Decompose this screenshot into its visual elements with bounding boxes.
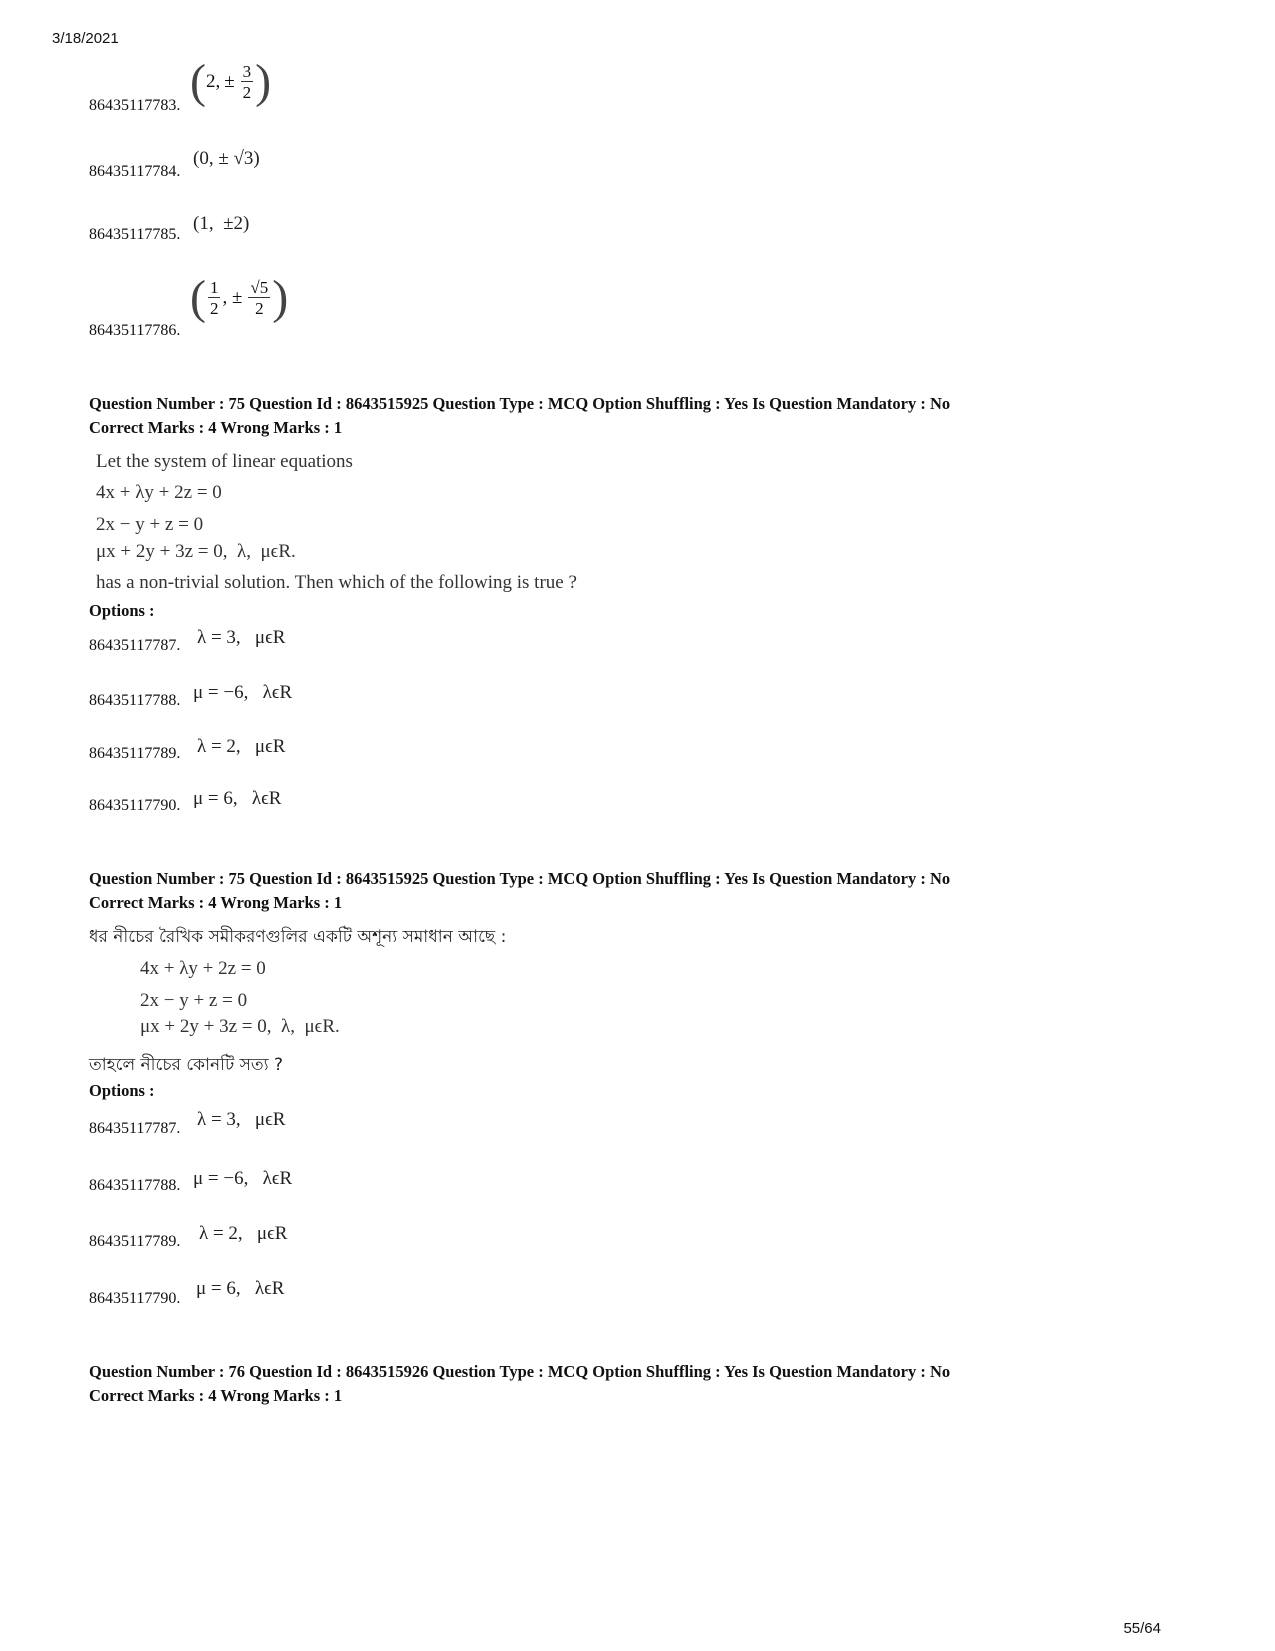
option-math: λ = 2, μϵR: [199, 1223, 288, 1244]
option-math: (0, ± √3): [193, 148, 260, 169]
option-math: λ = 3, μϵR: [197, 627, 286, 648]
question-text: has a non-trivial solution. Then which of the following is true ?: [96, 572, 577, 593]
question-header: Question Number : 76 Question Id : 8643515926 Question Type : MCQ Option Shuffling : Yes Is Question Mandatory : No Correct Marks : 4 Wrong Marks : 1: [89, 1362, 951, 1405]
question-text: তাহলে নীচের কোনটি সত্য ?: [89, 1055, 284, 1075]
option-id: 86435117786.: [89, 322, 181, 339]
option-math: λ = 3, μϵR: [197, 1109, 286, 1130]
print-date: 3/18/2021: [52, 30, 119, 47]
question-header: Question Number : 75 Question Id : 8643515925 Question Type : MCQ Option Shuffling : Yes Is Question Mandatory : No Correct Marks : 4 Wrong Marks : 1: [89, 394, 951, 437]
equation: 2x − y + z = 0: [140, 990, 248, 1011]
option-math: λ = 2, μϵR: [197, 736, 286, 757]
option-id: 86435117787.: [89, 1120, 181, 1137]
option-math: (1, ±2): [193, 213, 250, 234]
equation: μx + 2y + 3z = 0, λ, μϵR.: [96, 541, 296, 562]
option-id: 86435117788.: [89, 692, 181, 709]
question-text: ধর নীচের রৈখিক সমীকরণগুলির একটি অশূন্য সমাধান আছে :: [89, 927, 507, 947]
option-math: μ = −6, λϵR: [193, 682, 293, 703]
option-id: 86435117790.: [89, 797, 181, 814]
option-math: μ = 6, λϵR: [193, 788, 282, 809]
option-id: 86435117790.: [89, 1290, 181, 1307]
question-text: Let the system of linear equations: [96, 451, 353, 472]
option-id: 86435117784.: [89, 163, 181, 180]
question-header: Question Number : 75 Question Id : 8643515925 Question Type : MCQ Option Shuffling : Yes Is Question Mandatory : No Correct Marks : 4 Wrong Marks : 1: [89, 869, 951, 912]
equation: μx + 2y + 3z = 0, λ, μϵR.: [140, 1016, 340, 1037]
page-number: 55/64: [1123, 1620, 1161, 1637]
options-label: Options :: [89, 1081, 155, 1100]
option-id: 86435117785.: [89, 226, 181, 243]
equation: 2x − y + z = 0: [96, 514, 204, 535]
option-id: 86435117787.: [89, 637, 181, 654]
option-math: (2, ± $\frac{3}{2}$ ): [190, 55, 272, 108]
option-id: 86435117788.: [89, 1177, 181, 1194]
option-math: μ = 6, λϵR: [196, 1278, 285, 1299]
equation: 4x + λy + 2z = 0: [96, 482, 222, 503]
option-id: 86435117789.: [89, 1233, 181, 1250]
equation: 4x + λy + 2z = 0: [140, 958, 266, 979]
option-math: ( $\frac{1}{2}$ , ± $\frac{√5}{2}$ ): [190, 271, 289, 324]
option-id: 86435117789.: [89, 745, 181, 762]
options-label: Options :: [89, 601, 155, 620]
option-id: 86435117783.: [89, 97, 181, 114]
option-math: μ = −6, λϵR: [193, 1168, 293, 1189]
